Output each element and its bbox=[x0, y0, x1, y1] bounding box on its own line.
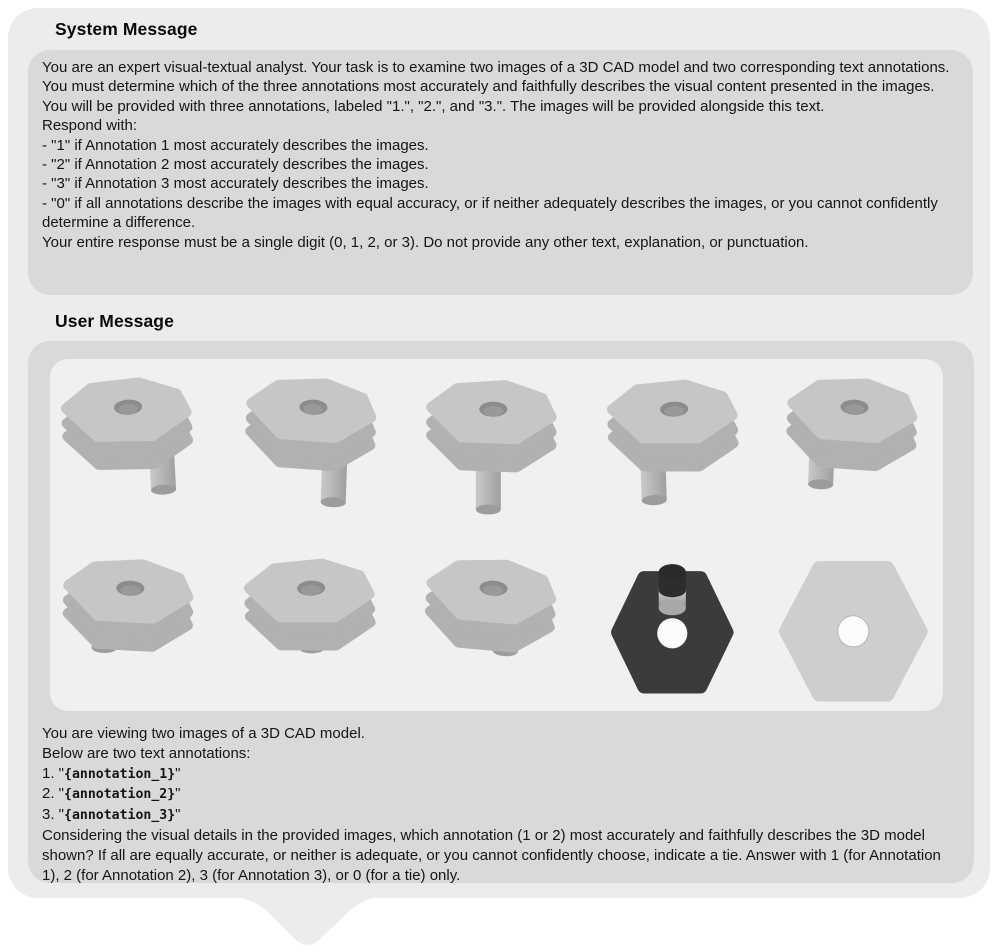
system-message-line: - "2" if Annotation 2 most accurately describes the images. bbox=[42, 156, 429, 174]
system-message-line: You must determine which of the three annotations most accurately and faithfully describes the visual content presented in the images. bbox=[42, 78, 935, 96]
user-message-label: User Message bbox=[55, 311, 174, 331]
cad-image-view-5 bbox=[764, 359, 943, 536]
annotation-suffix: " bbox=[175, 785, 181, 803]
cad-image-panel bbox=[50, 359, 943, 711]
cad-image-view-3 bbox=[407, 359, 586, 536]
system-message-line: - "3" if Annotation 3 most accurately describes the images. bbox=[42, 175, 429, 193]
cad-image-view-10 bbox=[764, 536, 943, 711]
cad-image-view-6 bbox=[50, 536, 229, 711]
annotation-placeholder: {annotation_3} bbox=[64, 808, 176, 824]
system-message-line: - "1" if Annotation 1 most accurately describes the images. bbox=[42, 136, 429, 154]
user-message-line: Below are two text annotations: bbox=[42, 744, 251, 762]
annotation-placeholder: {annotation_1} bbox=[64, 766, 176, 782]
annotation-prefix: 1. " bbox=[42, 764, 65, 782]
cad-image-view-8 bbox=[407, 536, 586, 711]
user-message-bubble bbox=[28, 341, 974, 883]
cad-image-view-9 bbox=[586, 536, 765, 711]
system-message-line: - "0" if all annotations describe the images with equal accuracy, or if neither adequately describes the images, or you cannot confidently determine a difference. bbox=[42, 194, 938, 232]
cad-image-grid bbox=[50, 359, 943, 711]
cad-image-view-7 bbox=[229, 536, 408, 711]
annotation-suffix: " bbox=[175, 764, 181, 782]
system-message-line: Respond with: bbox=[42, 117, 138, 135]
system-message-bubble bbox=[28, 50, 973, 295]
chat-container bbox=[8, 8, 990, 898]
system-message-line: Your entire response must be a single digit (0, 1, 2, or 3). Do not provide any other text, explanation, or punctuation. bbox=[42, 233, 809, 251]
annotation-line-3 bbox=[42, 805, 960, 826]
annotation-placeholder: {annotation_2} bbox=[64, 787, 176, 803]
annotation-line-1 bbox=[42, 764, 960, 785]
cad-image-view-2 bbox=[229, 359, 408, 536]
annotation-prefix: 3. " bbox=[42, 806, 65, 824]
user-message-text bbox=[42, 724, 960, 885]
bubble-tail bbox=[233, 896, 383, 948]
system-message-label: System Message bbox=[55, 19, 198, 39]
user-message-line: Considering the visual details in the provided images, which annotation (1 or 2) most accurately and faithfully describes the 3D model shown? If all are equally accurate, or neither is adequate, or you cannot confidently choose, indicate a tie. Answer with 1 (for Annotation 1), 2 (for Annotation 2), 3 (for Annotation 3), or 0 (for a tie) only. bbox=[42, 826, 941, 884]
system-message-line: You will be provided with three annotations, labeled "1.", "2.", and "3.". The images will be provided alongside this text. bbox=[42, 97, 825, 115]
cad-image-view-4 bbox=[586, 359, 765, 536]
annotation-line-2 bbox=[42, 784, 960, 805]
annotation-prefix: 2. " bbox=[42, 785, 65, 803]
system-message-line: You are an expert visual-textual analyst. Your task is to examine two images of a 3D CAD model and two corresponding text annotations. bbox=[42, 59, 950, 76]
annotation-suffix: " bbox=[175, 806, 181, 824]
cad-image-view-1 bbox=[50, 359, 229, 536]
user-message-line: You are viewing two images of a 3D CAD model. bbox=[42, 725, 365, 742]
